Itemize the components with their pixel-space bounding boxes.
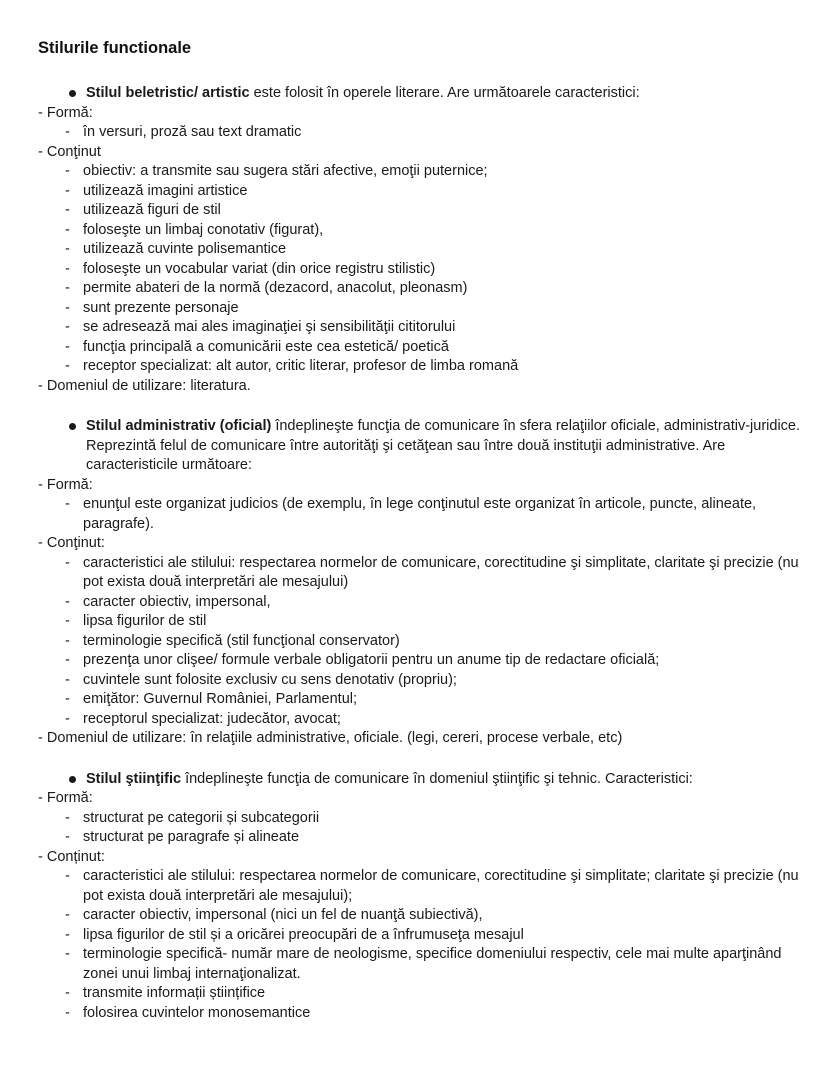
document-body [38, 84, 813, 1023]
outline-label: - Conţinut: [38, 535, 105, 551]
list-item: - receptorul specializat: judecător, avocat; [83, 710, 813, 730]
list-item: - caracteristici ale stilului: respectarea normelor de comunicare, corectitudine şi simplitate, claritate şi precizie (nu pot exista două interpretări ale mesajului) [83, 554, 813, 593]
list-item: - caracter obiectiv, impersonal (nici un fel de nuanţă subiectivă), [83, 906, 813, 926]
style-bullet-paragraph [86, 417, 813, 476]
list-item: - utilizează imagini artistice [83, 182, 813, 202]
list-item: - prezenţa unor clişee/ formule verbale obligatorii pentru un anume tip de redactare oficială; [83, 651, 813, 671]
list-item: - sunt prezente personaje [83, 299, 813, 319]
style-description: este folosit în operele literare. Are următoarele caracteristici: [249, 85, 640, 101]
list-item: - utilizează figuri de stil [83, 201, 813, 221]
doc-section [38, 770, 813, 1024]
list-item: - receptor specializat: alt autor, critic literar, profesor de limba romană [83, 357, 813, 377]
style-name: Stilul administrativ (oficial) [86, 418, 272, 434]
outline-label: - Conținut: [38, 848, 105, 865]
list-item: - emiţător: Guvernul României, Parlamentul; [83, 690, 813, 710]
list-item: - permite abateri de la normă (dezacord, anacolut, pleonasm) [83, 279, 813, 299]
list-item: - lipsa figurilor de stil și a oricărei preocupări de a înfrumuseţa mesajul [83, 926, 813, 946]
list-item: - se adresează mai ales imaginaţiei şi sensibilităţii cititorului [83, 318, 813, 338]
list-item: - funcţia principală a comunicării este cea estetică/ poetică [83, 338, 813, 358]
style-bullet-paragraph [86, 84, 813, 104]
style-bullet-paragraph [86, 770, 813, 790]
doc-section [38, 84, 813, 396]
list-item: - terminologie specifică (stil funcţional conservator) [83, 632, 813, 652]
list-item: - folosirea cuvintelor monosemantice [83, 1004, 813, 1024]
outline-label: - Conţinut [38, 143, 101, 160]
list-item: - foloseşte un vocabular variat (din orice registru stilistic) [83, 260, 813, 280]
page-title: Stilurile functionale [38, 39, 192, 57]
list-item: - utilizează cuvinte polisemantice [83, 240, 813, 260]
style-description: îndeplineşte funcţia de comunicare în sfera relaţiilor oficiale, administrativ-juridice. Reprezintă felul de comunicare între autorităţi şi cetăţean sau între două instituţii administrative. Are caracteristicile următoare: [86, 418, 801, 473]
doc-section [38, 417, 813, 749]
outline-label: - Formă: [38, 476, 93, 493]
list-item: - enunţul este organizat judicios (de exemplu, în lege conţinutul este organizat în articole, puncte, alineate, paragrafe). [83, 495, 813, 534]
list-item: - caracteristici ale stilului: respectarea normelor de comunicare, corectitudine şi simplitate; claritate şi precizie (nu pot exista două interpretări ale mesajului); [83, 867, 813, 906]
list-item: - structurat pe paragrafe și alineate [83, 828, 813, 848]
bullet-icon [69, 90, 76, 97]
style-name: Stilul beletristic/ artistic [86, 85, 250, 101]
list-item: - caracter obiectiv, impersonal, [83, 593, 813, 613]
list-item: - obiectiv: a transmite sau sugera stări afective, emoţii puternice; [83, 162, 813, 182]
outline-label: - Domeniul de utilizare: în relaţiile administrative, oficiale. (legi, cereri, procese verbale, etc) [38, 730, 623, 746]
list-item: - transmite informații științifice [83, 984, 813, 1004]
bullet-icon [69, 776, 76, 783]
list-item: - foloseşte un limbaj conotativ (figurat), [83, 221, 813, 241]
list-item: - cuvintele sunt folosite exclusiv cu sens denotativ (propriu); [83, 671, 813, 691]
outline-label: - Formă: [38, 790, 93, 806]
style-description: îndeplineşte funcţia de comunicare în domeniul ştiinţific şi tehnic. Caracteristici: [181, 770, 693, 787]
list-item: - terminologie specifică- număr mare de neologisme, specifice domeniului respectiv, cele mai multe aparţinând zonei unui limbaj internaţionalizat. [83, 945, 813, 984]
list-item: - lipsa figurilor de stil [83, 612, 813, 632]
style-name: Stilul ştiinţific [86, 770, 182, 787]
list-item: - în versuri, proză sau text dramatic [83, 123, 813, 143]
list-item: - structurat pe categorii și subcategorii [83, 809, 813, 829]
outline-label: - Domeniul de utilizare: literatura. [38, 377, 251, 394]
bullet-icon [69, 423, 76, 430]
outline-label: - Formă: [38, 104, 93, 121]
